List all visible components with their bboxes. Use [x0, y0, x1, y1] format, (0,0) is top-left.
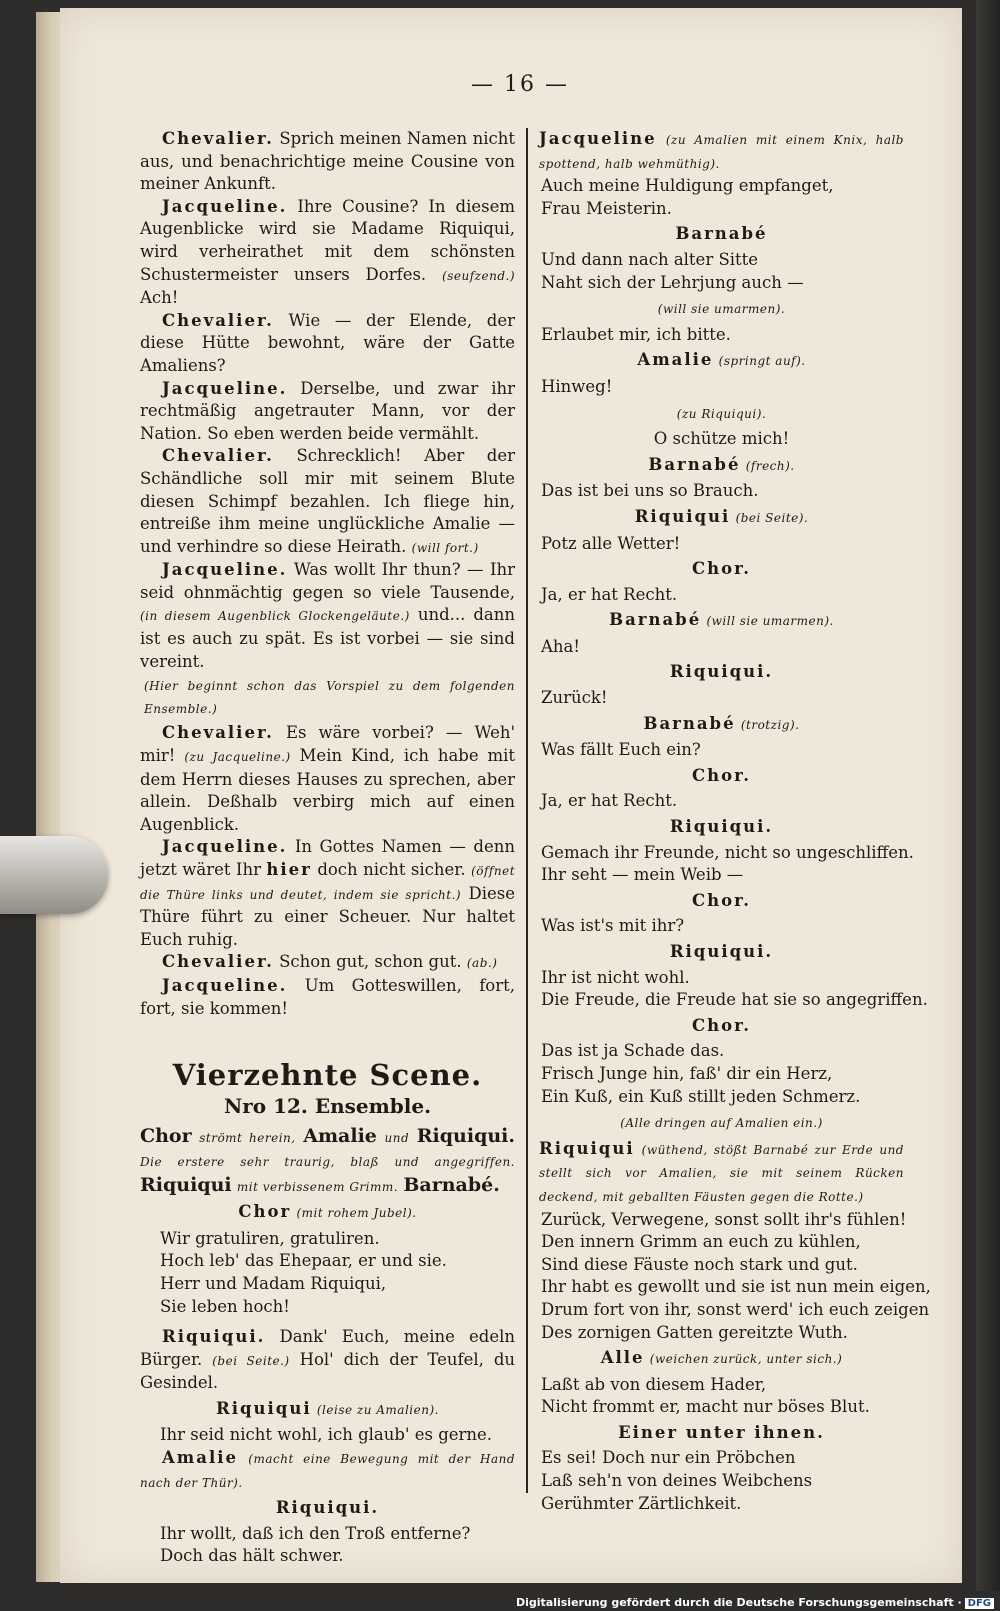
- speaker-name: Riquiqui: [539, 1138, 635, 1158]
- dialogue-text: Dank' Euch, meine edeln Bürger.: [140, 1327, 515, 1369]
- verse-line: Ein Kuß, ein Kuß stillt jeden Schmerz.: [541, 1086, 861, 1106]
- speaker-name: Chor.: [691, 890, 752, 910]
- verse-line: Gemach ihr Freunde, nicht so ungeschliffen.: [541, 842, 914, 862]
- verse-line: Ihr seid nicht wohl, ich glaub' es gerne.: [160, 1425, 493, 1445]
- speaker-name: Riquiqui.: [669, 942, 774, 961]
- verse-line: Ihr wollt, daß ich den Troß entferne?: [160, 1523, 471, 1543]
- dialogue-paragraph: [140, 1326, 515, 1395]
- speaker-name: Riquiqui.: [275, 1498, 380, 1518]
- speaker-heading: [539, 1422, 904, 1445]
- speaker-name: Chor.: [691, 559, 752, 579]
- emphasis-word: hier: [266, 860, 312, 879]
- dialogue-text: In Gottes Namen — denn jetzt wäret Ihr: [140, 837, 515, 879]
- verse-line: Hinweg!: [541, 376, 613, 396]
- dialogue-paragraph: [140, 722, 515, 836]
- speaker-name: Chevalier.: [162, 310, 274, 330]
- dialogue-text: Schon gut, schon gut.: [279, 952, 462, 972]
- speaker-heading: [140, 1398, 515, 1422]
- right-column: [539, 128, 931, 1515]
- dialogue-paragraph: [140, 1447, 515, 1494]
- speaker-name: Riquiqui.: [669, 662, 774, 682]
- speaker-name: Jacqueline.: [162, 196, 288, 216]
- stage-direction: (zu Amalien mit einem Knix, halb spottend, halb wehmüthig).: [539, 133, 904, 171]
- speaker-heading: [539, 941, 904, 964]
- dialogue-text: Um Gotteswillen, fort, fort, sie kommen!: [140, 975, 516, 1018]
- stage-direction: (ab.): [466, 956, 498, 971]
- speaker-heading: [539, 454, 904, 478]
- speaker-name: Chevalier.: [162, 952, 274, 972]
- verse-line: Auch meine Huldigung empfanget,: [541, 176, 834, 196]
- dialogue-paragraph: [140, 975, 515, 1020]
- speaker-name: Riquiqui: [634, 506, 731, 526]
- speaker-heading: [539, 1015, 904, 1038]
- speaker-heading: [539, 816, 904, 839]
- verse-line: Sind diese Fäuste noch stark und gut.: [541, 1254, 858, 1274]
- stage-direction: (bei Seite).: [735, 510, 809, 525]
- dialogue-paragraph: [140, 445, 515, 559]
- verse-line: Ihr habt es gewollt und sie ist nun mein eigen,: [541, 1277, 931, 1297]
- verse-line: Ihr seht — mein Weib —: [541, 865, 744, 885]
- verse-line: Erlaubet mir, ich bitte.: [541, 324, 731, 344]
- verse-line: Naht sich der Lehrjung auch —: [541, 272, 804, 292]
- dialogue-paragraph: [140, 559, 515, 673]
- speaker-heading: [539, 713, 904, 737]
- dialogue-text: und... dann ist es auch zu spät. Es ist vorbei — sie sind vereint.: [140, 605, 515, 671]
- speaker-name: Chevalier.: [162, 446, 274, 466]
- stage-direction: (macht eine Bewegung mit der Hand nach der Thür).: [140, 1452, 516, 1490]
- verse-line: Doch das hält schwer.: [160, 1546, 344, 1566]
- speaker-name: Chor.: [691, 1015, 752, 1035]
- speaker-name: Barnabé: [675, 224, 768, 244]
- digitization-credit: [516, 1596, 994, 1609]
- verse-line: Ja, er hat Recht.: [541, 584, 678, 604]
- dialogue-text: Derselbe, und zwar ihr rechtmäßig angetrauter Mann, vor der Nation. So eben werden beide vermählt.: [140, 378, 515, 443]
- verse-line: Das ist bei uns so Brauch.: [541, 481, 759, 501]
- stage-direction: (frech).: [745, 458, 795, 473]
- verse-line: Gerühmter Zärtlichkeit.: [541, 1493, 742, 1513]
- speaker-name: Jacqueline.: [162, 975, 288, 995]
- speaker-heading: [539, 506, 904, 530]
- verse-line: Nicht frommt er, macht nur böses Blut.: [541, 1397, 870, 1417]
- stage-direction: [539, 1111, 904, 1135]
- cast-name: Amalie: [303, 1125, 377, 1148]
- dialogue-text: Ihre Cousine? In diesem Augenblicke wird sie Madame Riquiqui, wird verheirathet mit dem schönsten Schustermeister unsers Dorfes.: [140, 196, 515, 284]
- speaker-heading: [539, 661, 904, 684]
- verse-line: Und dann nach alter Sitte: [541, 249, 759, 269]
- speaker-heading: [539, 609, 904, 633]
- dialogue-text: Diese Thüre führt zu einer Scheuer. Nur haltet Euch ruhig.: [140, 883, 515, 949]
- stage-note: (Hier beginnt schon das Vorspiel zu dem folgenden Ensemble.): [144, 679, 515, 716]
- scanner-clip: [0, 836, 108, 914]
- speaker-name: Riquiqui.: [669, 817, 774, 837]
- stage-direction: mit verbissenem Grimm.: [236, 1179, 399, 1194]
- stage-direction: (bei Seite.): [212, 1353, 290, 1368]
- verse-line: Den innern Grimm an euch zu kühlen,: [541, 1232, 861, 1252]
- speaker-name: Einer unter ihnen.: [618, 1422, 825, 1442]
- dialogue-paragraph: [539, 1138, 904, 1209]
- speaker-name: Alle: [600, 1348, 645, 1368]
- verse-line: Laß seh'n von deines Weibchens: [541, 1471, 813, 1491]
- dialogue-text: Wie — der Elende, der diese Hütte bewohnt, wäre der Gatte Amaliens?: [140, 310, 515, 375]
- verse-line: Zurück, Verwegene, sonst sollt ihr's fühlen!: [541, 1209, 907, 1229]
- verse-line: Ja, er hat Recht.: [541, 791, 678, 811]
- speaker-name: Jacqueline: [539, 129, 657, 148]
- speaker-name: Chor: [238, 1202, 292, 1222]
- stage-direction: (will sie umarmen).: [657, 302, 786, 317]
- verse-line: Zurück!: [541, 688, 608, 708]
- verse-line: Frisch Junge hin, faß' dir ein Herz,: [541, 1063, 833, 1083]
- verse-line: Was ist's mit ihr?: [541, 916, 685, 936]
- speaker-name: Chevalier.: [162, 723, 274, 743]
- speaker-heading: [539, 890, 904, 913]
- speaker-name: Chor.: [691, 765, 752, 785]
- stage-direction: strömt herein,: [199, 1131, 296, 1146]
- dialogue-text: Was wollt Ihr thun? — Ihr seid ohnmächtig gegen so viele Tausende,: [140, 560, 516, 602]
- verse-line: Frau Meisterin.: [541, 198, 672, 218]
- speaker-name: Chevalier.: [162, 129, 274, 148]
- speaker-name: Amalie: [637, 350, 714, 370]
- stage-direction: (zu Jacqueline.): [184, 750, 291, 765]
- ensemble-title: Nro 12. Ensemble.: [223, 1093, 432, 1118]
- stage-direction: (wüthend, stößt Barnabé zur Erde und stellt sich vor Amalien, sie mit seinem Rücken deckend, mit geballten Fäusten gegen die Rotte.): [539, 1142, 904, 1204]
- page-number: — 16 —: [471, 72, 569, 97]
- cast-name: Chor: [140, 1125, 192, 1148]
- stage-direction: (will sie umarmen).: [706, 614, 834, 629]
- verse-line: Potz alle Wetter!: [541, 533, 681, 553]
- verse-line: Sie leben hoch!: [160, 1296, 290, 1316]
- cast-list: [140, 1125, 515, 1198]
- dialogue-paragraph: [140, 836, 515, 951]
- verse-line: Es sei! Doch nur ein Pröbchen: [541, 1448, 796, 1468]
- dialogue-paragraph: [140, 310, 515, 378]
- speaker-name: Jacqueline.: [162, 560, 288, 580]
- dialogue-paragraph: [140, 196, 515, 310]
- column-divider: [526, 128, 528, 1493]
- speaker-name: Riquiqui.: [162, 1327, 266, 1347]
- stage-direction: (öffnet die Thüre links und deutet, indem sie spricht.): [140, 864, 516, 902]
- verse-line: Laßt ab von diesem Hader,: [541, 1374, 767, 1394]
- verse-line: Aha!: [541, 636, 581, 656]
- dialogue-text: doch nicht sicher.: [317, 860, 466, 879]
- speaker-heading: [140, 1201, 515, 1225]
- dialogue-paragraph: [140, 128, 515, 196]
- speaker-heading: [140, 1497, 515, 1520]
- stage-direction: und: [384, 1131, 410, 1146]
- speaker-heading: [539, 223, 904, 246]
- dialogue-paragraph: [140, 378, 515, 446]
- stage-direction: (weichen zurück, unter sich.): [649, 1352, 843, 1367]
- stage-direction: (mit rohem Jubel).: [296, 1206, 417, 1221]
- stage-direction: Die erstere sehr traurig, blaß und angegriffen.: [140, 1154, 515, 1169]
- verse-line: Das ist ja Schade das.: [541, 1041, 725, 1061]
- verse-line: O schütze mich!: [653, 429, 790, 449]
- speaker-name: Amalie: [162, 1448, 238, 1468]
- scan-border: [976, 0, 1000, 1591]
- speaker-name: Jacqueline.: [162, 837, 288, 857]
- verse-line: Herr und Madam Riquiqui,: [160, 1273, 387, 1293]
- speaker-name: Jacqueline.: [162, 378, 288, 398]
- stage-direction: (zu Riquiqui).: [676, 406, 767, 421]
- dialogue-paragraph: [539, 128, 904, 175]
- credit-text: Digitalisierung gefördert durch die Deutsche Forschungsgemeinschaft ·: [515, 1596, 962, 1609]
- dialogue-paragraph: [140, 951, 515, 975]
- verse-line: Ihr ist nicht wohl.: [541, 967, 690, 987]
- verse-line: Wir gratuliren, gratuliren.: [160, 1228, 380, 1248]
- speaker-name: Barnabé: [643, 713, 736, 733]
- stage-direction: [539, 297, 904, 321]
- stage-direction: (Alle dringen auf Amalien ein.): [620, 1116, 823, 1131]
- cast-name: Barnabé.: [403, 1173, 500, 1196]
- dialogue-text: Sprich meinen Namen nicht aus, und benachrichtige meine Cousine von meiner Ankunft.: [140, 129, 515, 194]
- scene-title: Vierzehnte Scene.: [172, 1058, 483, 1093]
- stage-direction: (in diesem Augenblick Glockengeläute.): [140, 609, 410, 624]
- stage-direction: (seufzend.): [442, 268, 516, 283]
- speaker-name: Riquiqui: [216, 1398, 312, 1418]
- stage-direction: (leise zu Amalien).: [316, 1402, 439, 1417]
- dialogue-text: Hol' dich der Teufel, du Gesindel.: [140, 1349, 516, 1393]
- speaker-heading: [539, 349, 904, 373]
- cast-name: Riquiqui: [140, 1173, 232, 1196]
- stage-direction: (will fort.): [411, 540, 479, 555]
- speaker-heading: [539, 558, 904, 581]
- dialogue-text: Ach!: [140, 288, 179, 308]
- stage-direction: (springt auf).: [718, 354, 806, 369]
- stage-direction: [539, 402, 904, 426]
- speaker-heading: [539, 1347, 904, 1371]
- stage-direction: (trotzig).: [740, 717, 800, 732]
- dialogue-text: Mein Kind, ich habe mit dem Herrn dieses Hauses zu sprechen, aber allein. Deßhalb verbirg mich auf einen Augenblick.: [140, 746, 516, 834]
- verse-line: Die Freude, die Freude hat sie so angegriffen.: [541, 990, 928, 1010]
- verse-line: Hoch leb' das Ehepaar, er und sie.: [160, 1251, 447, 1271]
- speaker-heading: [539, 765, 904, 788]
- verse-line: Was fällt Euch ein?: [541, 740, 701, 760]
- left-column: [140, 128, 515, 1568]
- verse-line: Des zornigen Gatten gereitzte Wuth.: [541, 1322, 848, 1342]
- speaker-name: Barnabé: [648, 454, 741, 474]
- dfg-logo: DFG: [965, 1598, 994, 1609]
- cast-name: Riquiqui.: [416, 1125, 516, 1148]
- dialogue-text: Es wäre vorbei? — Weh' mir!: [140, 723, 515, 766]
- speaker-name: Barnabé: [609, 610, 702, 630]
- dialogue-text: Schrecklich! Aber der Schändliche soll mir mit seinem Blute diesen Schimpf bezahlen. Ich fliege hin, entreiße ihm meine unglückliche Amalie — und verhindre so diese Heirath.: [140, 446, 516, 556]
- verse-line: Drum fort von ihr, sonst werd' ich euch zeigen: [541, 1299, 930, 1319]
